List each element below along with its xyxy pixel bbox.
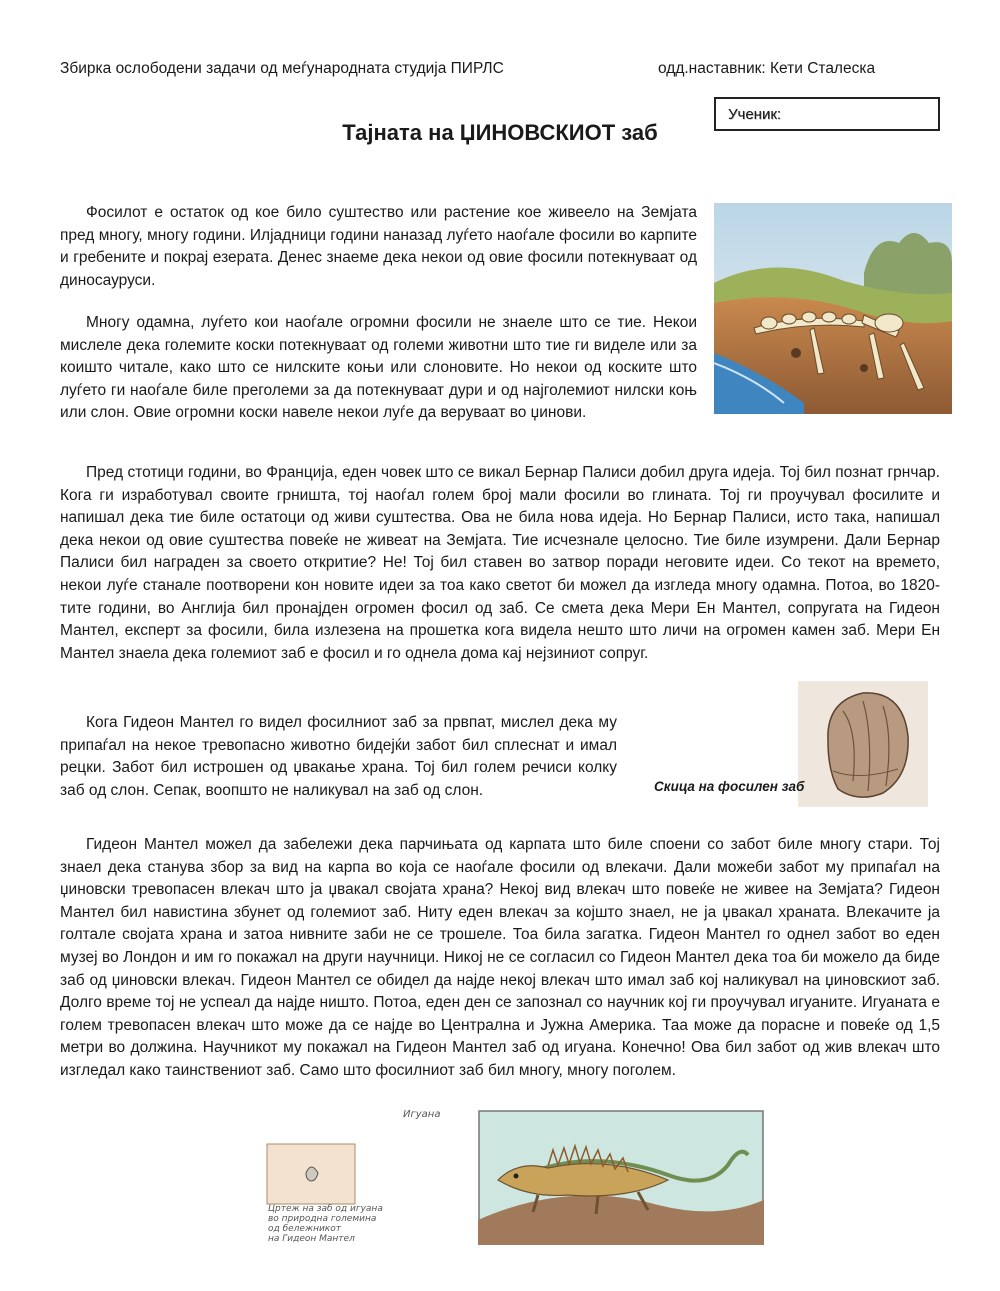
paragraph-1-text: Фосилот е остаток од кое било суштество или растение кое живеело на Земјата пред многу, многу години. Илјадници години наназад луѓето наоѓале фосили во карпите и гребените и покрај езерата. Денес знаеме дека некои од овие фосили потекнуваат од диносауруси. (60, 204, 697, 289)
drawing-caption-line-3: од бележникот (268, 1224, 341, 1234)
page-title: Тајната на ЏИНОВСКИОТ заб (342, 120, 658, 145)
drawing-caption-line-1: Цртеж на заб од игуана (268, 1204, 383, 1214)
fossil-skeleton-illustration (714, 203, 952, 414)
student-label: Ученик: (728, 106, 782, 123)
paragraph-1 (60, 202, 697, 292)
iguana-drawing-caption (268, 1204, 418, 1244)
tooth-sketch-caption: Скица на фосилен заб (654, 779, 805, 794)
paragraph-2 (60, 312, 697, 425)
iguana-illustration (478, 1110, 764, 1245)
paragraph-4 (60, 712, 617, 802)
drawing-caption-line-4: на Гидеон Мантел (268, 1234, 355, 1244)
iguana-label: Игуана (403, 1109, 441, 1120)
paragraph-3-text: Пред стотици години, во Франција, еден човек што се викал Бернар Палиси добил друга идеја. Тој бил познат грнчар. Кога ги изработувал своите грништа, тој наоѓал голем број мали фосили во глината. Тој ги проучувал фосилите и напишал дека тие биле остатоци од живи суштества. Ова не била нова идеја. Но Бернар Палиси, исто така, напишал дека некои од овие суштества повеќе не живеат на Земјата. Тие исчезнале целосно. Тие биле изумрени. Дали Бернар Палиси бил награден за своето откритие? Не! Тој бил ставен во затвор поради неговите идеи. Со текот на времето, некои луѓе станале поотворени кон новите идеи за тоа како светот би можел да изгледа многу одамна. Потоа, во 1820-тите години, во Англија бил пронајден огромен фосил од заб. Се смета дека Мери Ен Мантел, сопругата на Гидеон Мантел, експерт за фосили, била излезена на прошетка кога видела нешто што личи на огромен камен заб. Мери Ен Мантел знаела дека големиот заб е фосил и го однела дома кај нејзиниот сопруг. (60, 464, 940, 662)
iguana-tooth-drawing (266, 1143, 356, 1205)
header-collection-title: Збирка ослободени задачи од меѓународната студија ПИРЛС (60, 60, 504, 77)
header-teacher: одд.наставник: Кети Сталеска (658, 60, 876, 77)
paragraph-4-text: Кога Гидеон Мантел го видел фосилниот заб за првпат, мислел дека му припаѓал на некое тревопасно животно бидејќи забот бил сплеснат и имал рецки. Забот бил истрошен од џвакање храна. Тој бил голем речиси колку заб од слон. Сепак, воопшто не наликувал на заб од слон. (60, 714, 617, 799)
fossil-tooth-sketch (798, 681, 928, 807)
drawing-caption-line-2: во природна големина (268, 1214, 377, 1224)
paragraph-3 (60, 462, 940, 665)
paragraph-2-text: Многу одамна, луѓето кои наоѓале огромни фосили не знаеле што се тие. Некои мислеле дека големите коски потекнуваат од големи животни што тие ги виделе или за коишто читале, како што се нилските коњи или слоновите. Но некои од коските што луѓето ги наоѓале биле преголеми за да потекнуваат дури и од најголемиот нилски коњ или слон. Овие огромни коски навеле некои луѓе да веруваат во џинови. (60, 314, 697, 422)
paragraph-5 (60, 834, 940, 1083)
paragraph-5-text: Гидеон Мантел можел да забележи дека парчињата од карпата што биле споени со забот биле многу стари. Тој знаел дека станува збор за вид на карпа во која се наоѓале фосили од влекачи. Дали можеби забот му припаѓал на џиновски тревопасен влекач што ја џвакал својата храна? Некој вид влекач што повеќе не живее на Земјата? Гидеон Мантел бил навистина збунет од големиот заб. Ниту еден влекач за којшто знаел, не ја џвакал храната. Влекачите ја голтале својата храна и затоа нивните заби не се трошеле. Тоа била загатка. Гидеон Мантел го однел забот во еден музеј во Лондон и им го покажал на други научници. Никој не се согласил со Гидеон Мантел дека тоа би можело да биде заб од џиновски влекач. Гидеон Мантел се обидел да најде некој влекач што имал заб кој наликувал на џиновскиот заб. Долго време тој не успеал да најде ништо. Потоа, еден ден се запознал со научник кој ги проучувал игуаните. Игуаната е голем тревопасен влекач што може да се најде во Централна и Јужна Америка. Таа може да порасне и повеќе од 1,5 метри во должина. Научникот му покажал на Гидеон Мантел заб од игуана. Конечно! Ова бил забот од жив влекач што изгледал како таинствениот заб. Само што фосилниот заб бил многу, многу поголем. (60, 836, 940, 1079)
